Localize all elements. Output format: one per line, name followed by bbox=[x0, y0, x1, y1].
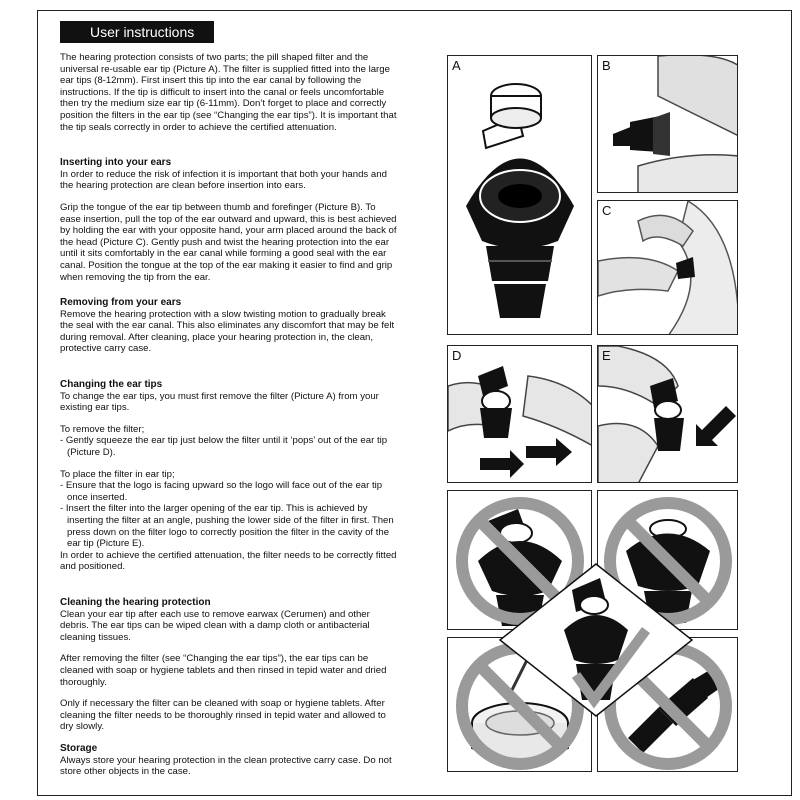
instructions-text bbox=[60, 52, 398, 788]
picture-e-label: E bbox=[602, 348, 611, 363]
changing-heading: Changing the ear tips bbox=[60, 379, 163, 391]
inserting-p2: Grip the tongue of the ear tip between thumb and forefinger (Picture B). To ease insertion, pull the top of the ear outward and upward, this is best achieved by holding the ear with your opposite hand, your arm placed around the back of the head (Picture C). Gently push and twist the hearing protection into the ear until it sits comfortably in the ear canal while forming a good seal with the ear canal. Position the tongue at the top of the ear making it easier to find and grip when removing the tip from the ear. bbox=[60, 201, 397, 283]
ear-tip-illustration bbox=[448, 56, 592, 335]
cleaning-p3: Only if necessary the filter can be cleaned with soap or hygiene tablets. After cleaning the filter needs to be thoroughly rinsed in tepid water and allowed to dry slowly. bbox=[60, 698, 386, 733]
storage-heading: Storage bbox=[60, 742, 98, 754]
picture-c bbox=[597, 200, 738, 335]
intro-paragraph: The hearing protection consists of two parts; the pill shaped filter and the universal re-usable ear tip (Picture A). The filter is supplied fitted into the large ear tips (8-12mm). First insert this tip into the ear canal by following the instructions. If the tip is difficult to insert into the canal or feels uncomfortable then try the medium size ear tip (6-11mm). Don’t forget to place and correctly position the filters in the ear tip (see “Changing the ear tips”). It is important that the tip seals correctly in order to achieve the certified attenuation. bbox=[60, 52, 397, 133]
cleaning-heading: Cleaning the hearing protection bbox=[60, 596, 211, 608]
removing-heading: Removing from your ears bbox=[60, 297, 182, 309]
storage-p1: Always store your hearing protection in the clean protective carry case. Do not store other objects in the case. bbox=[60, 754, 392, 778]
picture-d-label: D bbox=[452, 348, 462, 363]
place-filter-item-2: - Insert the filter into the larger opening of the ear tip. This is achieved by inserting the filter at an angle, pushing the lower side of the filter in first. Then press down on the filter logo to correctly position the filter in the cavity of the ear tip (Picture E). bbox=[60, 503, 394, 550]
changing-p1: To change the ear tips, you must first remove the filter (Picture A) from your existing ear tips. bbox=[60, 390, 379, 414]
changing-end: In order to achieve the certified attenuation, the filter needs to be correctly fitted and positioned. bbox=[60, 549, 397, 573]
picture-d bbox=[447, 345, 592, 483]
arrow-down-left-icon bbox=[696, 406, 736, 446]
arrow-right-icon-2 bbox=[480, 450, 524, 478]
picture-c-label: C bbox=[602, 203, 612, 218]
inserting-p1: In order to reduce the risk of infection it is important that both your hands and the hearing protection are clean before insertion into ears. bbox=[60, 168, 387, 192]
cleaning-p2: After removing the filter (see “Changing the ear tips”), the ear tips can be cleaned with soap or hygiene tablets and then rinsed in tepid water and dried thoroughly. bbox=[60, 653, 387, 688]
remove-filter-title: To remove the filter; bbox=[60, 423, 145, 435]
thumb-finger-grip-illustration bbox=[598, 56, 738, 193]
inserting-heading: Inserting into your ears bbox=[60, 157, 172, 169]
ear-insertion-illustration bbox=[598, 201, 738, 335]
filter-insertion-illustration bbox=[598, 346, 738, 483]
page-title: User instructions bbox=[60, 21, 214, 43]
arrow-right-icon bbox=[526, 438, 572, 466]
filter-removal-illustration bbox=[448, 346, 592, 483]
place-filter-item-1: - Ensure that the logo is facing upward so the logo will face out of the ear tip once inserted. bbox=[60, 480, 383, 503]
picture-a-label: A bbox=[452, 58, 461, 73]
picture-a bbox=[447, 55, 592, 335]
correct-fit-diamond bbox=[496, 560, 696, 720]
removing-p1: Remove the hearing protection with a slow twisting motion to gradually break the seal with the ear canal. This also eliminates any discomfort that may be felt during removal. After cleaning, place your hearing protection in, the clean, protective carry case. bbox=[60, 308, 395, 355]
cleaning-p1: Clean your ear tip after each use to remove earwax (Cerumen) and other debris. The ear tips can be wiped clean with a damp cloth or antibacterial cleaning tissues. bbox=[60, 608, 370, 643]
remove-filter-item: - Gently squeeze the ear tip just below the filter until it ‘pops’ out of the ear tip (Picture D). bbox=[60, 435, 388, 459]
picture-e bbox=[597, 345, 738, 483]
picture-b bbox=[597, 55, 738, 193]
place-filter-title: To place the filter in ear tip; bbox=[60, 468, 175, 480]
picture-b-label: B bbox=[602, 58, 611, 73]
